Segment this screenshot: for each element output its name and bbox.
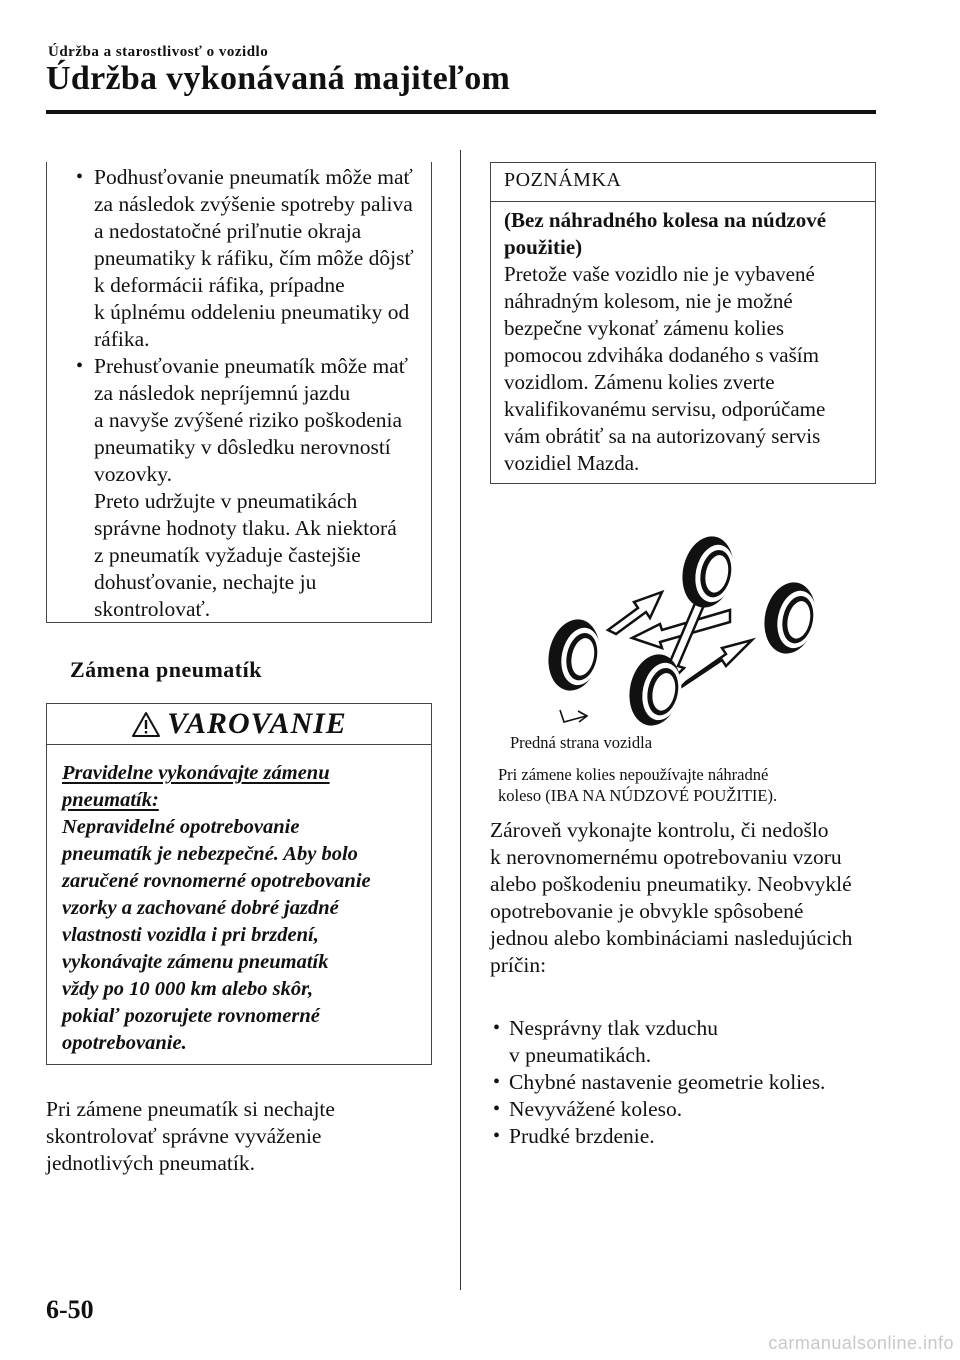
bullet-dot-icon: •: [76, 355, 84, 377]
text-line: správne hodnoty tlaku. Ak niektorá: [94, 516, 397, 540]
text-line: Nesprávny tlak vzduchu: [509, 1016, 718, 1040]
warning-line: vlastnosti vozidla i pri brzdení,: [62, 924, 319, 946]
text-line: vozovky.: [94, 462, 173, 486]
text-line: príčin:: [490, 953, 547, 977]
text-line: k nerovnomernému opotrebovaniu vzoru: [490, 845, 842, 869]
text-line: Pri zámene pneumatík si nechajte: [46, 1097, 335, 1121]
warning-box: [46, 703, 432, 1065]
caution-bullet-underinflation: [64, 164, 424, 353]
caution-bullet-list: [64, 164, 424, 623]
bullet-dot-icon: •: [76, 166, 84, 188]
note-subtitle: [504, 207, 864, 261]
cause-item: [484, 1123, 884, 1150]
tire-icon: [542, 615, 607, 696]
warning-line: opotrebovanie.: [62, 1032, 187, 1054]
text-line: opotrebovanie je obvykle spôsobené: [490, 899, 804, 923]
text-line: vozidlom. Zámenu kolies zverte: [504, 370, 775, 394]
text-line: za následok nepríjemnú jazdu: [94, 381, 351, 405]
text-line: a nedostatočné priľnutie okraja: [94, 219, 362, 243]
text-line: za následok zvýšenie spotreby paliva: [94, 192, 413, 216]
text-line: v pneumatikách.: [509, 1043, 652, 1067]
text-line: a navyše zvýšené riziko poškodenia: [94, 408, 403, 432]
page-title: Údržba vykonávaná majiteľom: [46, 60, 511, 97]
text-line: Preto udržujte v pneumatikách: [94, 489, 358, 513]
warning-triangle-icon: [131, 711, 161, 738]
balancing-paragraph: [46, 1096, 446, 1177]
bullet-dot-icon: •: [493, 1098, 501, 1120]
text-line: vozidiel Mazda.: [504, 451, 640, 475]
text-line: pneumatiky k ráfiku, čím môže dôjsť: [94, 246, 414, 270]
text-line: k úplnému oddeleniu pneumatiky od: [94, 300, 410, 324]
bullet-dot-icon: •: [493, 1071, 501, 1093]
text-line: z pneumatík vyžaduje častejšie: [94, 543, 361, 567]
tire-icon: [758, 578, 820, 659]
warning-line: vzorky a zachované dobré jazdné: [62, 897, 339, 919]
text-line: Prehusťovanie pneumatík môže mať: [94, 354, 408, 378]
text-line: kvalifikovanému servisu, odporúčame: [504, 397, 826, 421]
text-line: Prudké brzdenie.: [509, 1124, 655, 1148]
warning-line: zaručené rovnomerné opotrebovanie: [62, 870, 371, 892]
cause-item: [484, 1096, 884, 1123]
caution-bullet-overinflation: [64, 353, 424, 623]
text-line: skontrolovať.: [94, 597, 211, 621]
rotation-arrow-icon: [680, 640, 752, 688]
note-header: [491, 163, 875, 202]
section-label: Údržba a starostlivosť o vozidlo: [48, 44, 269, 60]
text-line: Pretože vaše vozidlo nie je vybavené: [504, 262, 815, 286]
warning-line: vykonávajte zámenu pneumatík: [62, 951, 329, 973]
text-line: Chybné nastavenie geometrie kolies.: [509, 1070, 826, 1094]
warning-line: vždy po 10 000 km alebo skôr,: [62, 978, 314, 1000]
page-number: 6-50: [46, 1295, 94, 1324]
warning-header: [47, 704, 431, 745]
text-line: dohusťovanie, nechajte ju: [94, 570, 317, 594]
note-box: [490, 162, 876, 484]
bullet-dot-icon: •: [493, 1017, 501, 1039]
text-line: Nevyvážené koleso.: [509, 1097, 683, 1121]
text-line: skontrolovať správne vyváženie: [46, 1124, 322, 1148]
text-line: vám obrátiť sa na autorizovaný servis: [504, 424, 821, 448]
text-line: ráfika.: [94, 327, 150, 351]
warning-line: pneumatík je nebezpečné. Aby bolo: [62, 843, 358, 865]
wear-check-paragraph: [490, 817, 880, 979]
figure-caption: [498, 764, 870, 806]
text-line: alebo poškodeniu pneumatiky. Neobvyklé: [490, 872, 852, 896]
column-divider: [460, 150, 461, 1290]
warning-body: [62, 760, 420, 1057]
header-rule: [46, 110, 876, 114]
cause-item: [484, 1069, 884, 1096]
text-line: jednotlivých pneumatík.: [46, 1151, 255, 1175]
tire-rotation-diagram: [490, 530, 820, 730]
text-line: jednou alebo kombináciami nasledujúcich: [490, 926, 853, 950]
text-line: bezpečne vykonať zámenu kolies: [504, 316, 785, 340]
tire-pressure-caution-box: [46, 162, 432, 623]
text-line: Zároveň vykonajte kontrolu, či nedošlo: [490, 818, 829, 842]
wear-causes-list: [484, 1015, 884, 1150]
text-line: k deformácii ráfika, prípadne: [94, 273, 345, 297]
text-line: použitie): [504, 235, 583, 259]
warning-lead-line: pneumatík:: [62, 789, 159, 811]
section-heading-tire-rotation: Zámena pneumatík: [70, 657, 262, 682]
warning-title: VAROVANIE: [167, 707, 347, 740]
text-line: pneumatiky v dôsledku nerovností: [94, 435, 391, 459]
bullet-dot-icon: •: [493, 1125, 501, 1147]
watermark: carmanualsonline.info: [768, 1333, 954, 1353]
text-line: Pri zámene kolies nepoužívajte náhradné: [498, 765, 769, 784]
tire-icon: [676, 532, 741, 613]
text-line: koleso (IBA NA NÚDZOVÉ POUŽITIE).: [498, 786, 778, 805]
warning-line: Nepravidelné opotrebovanie: [62, 816, 300, 838]
front-of-vehicle-label: Predná strana vozidla: [510, 733, 653, 752]
text-line: (Bez náhradného kolesa na núdzové: [504, 208, 827, 232]
note-body: [504, 261, 864, 477]
text-line: náhradným kolesom, nie je možné: [504, 289, 793, 313]
text-line: Podhusťovanie pneumatík môže mať: [94, 165, 413, 189]
text-line: pomocou zdviháka dodaného s vaším: [504, 343, 819, 367]
warning-line: pokiaľ pozorujete rovnomerné: [62, 1005, 320, 1027]
cause-item: [484, 1015, 884, 1069]
warning-lead-line: Pravidelne vykonávajte zámenu: [62, 762, 330, 784]
front-direction-icon: [560, 710, 587, 722]
note-title: POZNÁMKA: [504, 169, 622, 191]
